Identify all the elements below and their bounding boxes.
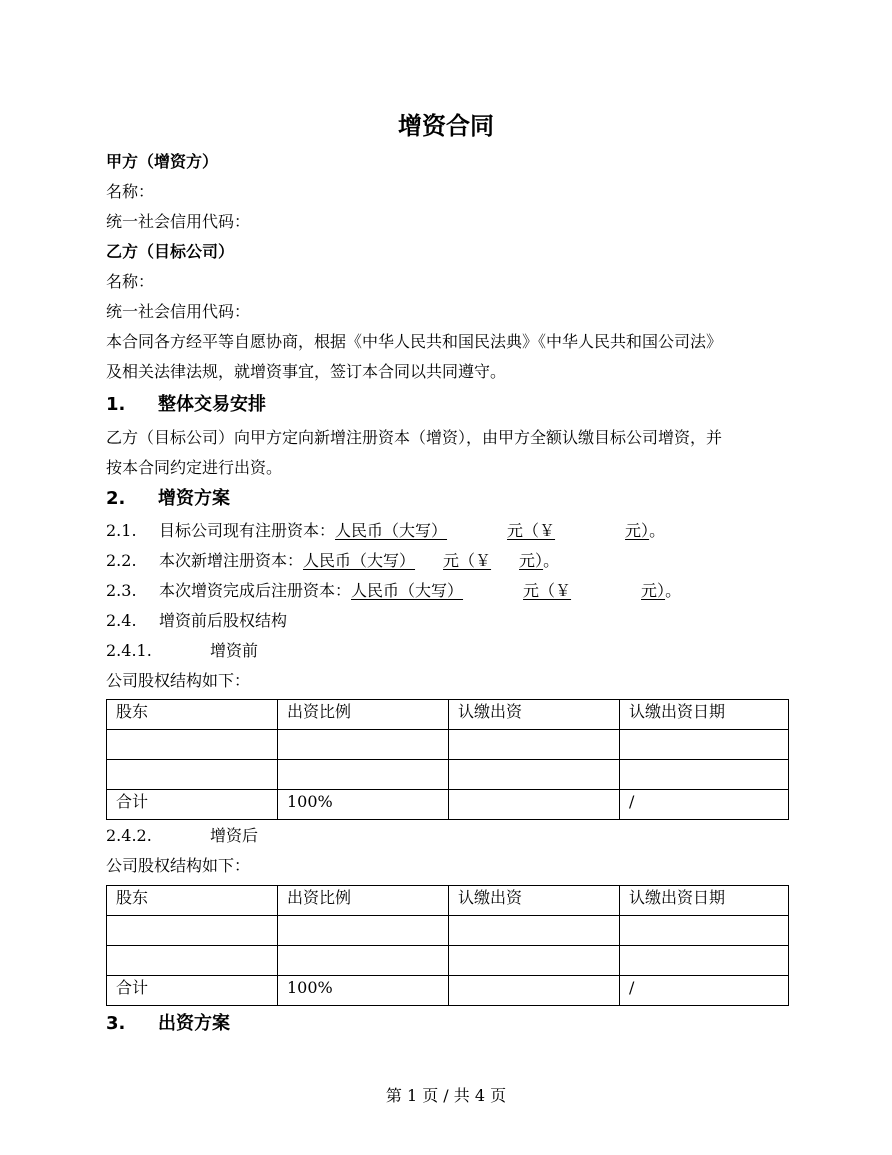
amount-blank: 人民币（大写） 元（￥ 元） (351, 581, 666, 600)
table-cell (449, 916, 620, 946)
total-amount-cell (449, 790, 620, 820)
section-1-heading (106, 395, 266, 415)
clause-label: 目标公司现有注册资本： (159, 521, 336, 540)
header-cell: 出资比例 (278, 700, 449, 730)
total-amount-cell (449, 976, 620, 1006)
clause-number: 2.3. (106, 581, 137, 600)
section-1-line-1: 乙方（目标公司）向甲方定向新增注册资本（增资），由甲方全额认缴目标公司增资，并 (106, 428, 723, 447)
clause-2-2 (106, 551, 559, 571)
table-total-row (107, 790, 789, 820)
table-cell (107, 916, 278, 946)
table-row (107, 730, 789, 760)
table-total-row (107, 976, 789, 1006)
table-cell (449, 946, 620, 976)
section-title: 整体交易安排 (158, 394, 266, 415)
clause-label: 增资后 (210, 826, 259, 845)
clause-end: 。 (665, 581, 682, 600)
table-cell (278, 916, 449, 946)
equity-intro-before: 公司股权结构如下： (106, 671, 251, 690)
header-cell: 认缴出资日期 (620, 886, 789, 916)
section-title: 出资方案 (158, 1013, 230, 1034)
table-cell (107, 730, 278, 760)
table-cell (620, 946, 789, 976)
party-b-code-label: 统一社会信用代码： (106, 302, 251, 321)
clause-number: 2.1. (106, 521, 137, 540)
section-3-heading (106, 1014, 230, 1034)
clause-number: 2.4.1. (106, 641, 152, 660)
section-2-heading (106, 489, 230, 509)
table-cell (620, 916, 789, 946)
clause-end: 。 (649, 521, 666, 540)
party-a-code-label: 统一社会信用代码： (106, 212, 251, 231)
header-cell: 股东 (107, 886, 278, 916)
clause-label: 本次增资完成后注册资本： (159, 581, 352, 600)
equity-intro-after: 公司股权结构如下： (106, 856, 251, 875)
total-label-cell: 合计 (107, 976, 278, 1006)
party-b-name-label: 名称： (106, 272, 155, 291)
total-ratio-cell: 100% (278, 790, 449, 820)
section-number: 3. (106, 1013, 126, 1034)
table-cell (278, 946, 449, 976)
party-a-heading: 甲方（增资方） (106, 152, 219, 171)
total-label-cell: 合计 (107, 790, 278, 820)
table-cell (278, 730, 449, 760)
amount-blank: 人民币（大写） 元（￥ 元） (335, 521, 650, 540)
preamble-line-1: 本合同各方经平等自愿协商，根据《中华人民共和国民法典》《中华人民共和国公司法》 (106, 332, 723, 351)
clause-number: 2.4.2. (106, 826, 152, 845)
table-cell (620, 730, 789, 760)
clause-2-4-1 (106, 641, 258, 661)
party-b-heading: 乙方（目标公司） (106, 242, 235, 261)
total-date-cell: / (620, 976, 789, 1006)
section-1-line-2: 按本合同约定进行出资。 (106, 458, 283, 477)
clause-end: 。 (543, 551, 560, 570)
header-cell: 认缴出资 (449, 886, 620, 916)
page-footer: 第 1 页 / 共 4 页 (385, 1086, 507, 1105)
clause-label: 增资前 (210, 641, 259, 660)
header-cell: 认缴出资 (449, 700, 620, 730)
header-cell: 认缴出资日期 (620, 700, 789, 730)
clause-number: 2.2. (106, 551, 137, 570)
section-number: 2. (106, 488, 126, 509)
table-row (107, 946, 789, 976)
clause-label: 增资前后股权结构 (159, 611, 288, 630)
table-cell (107, 946, 278, 976)
clause-label: 本次新增注册资本： (159, 551, 304, 570)
total-ratio-cell: 100% (278, 976, 449, 1006)
party-a-name-label: 名称： (106, 182, 155, 201)
table-cell (449, 760, 620, 790)
section-title: 增资方案 (158, 488, 230, 509)
table-cell (278, 760, 449, 790)
clause-2-4 (106, 611, 287, 631)
clause-2-4-2 (106, 826, 258, 846)
table-row (107, 760, 789, 790)
table-cell (449, 730, 620, 760)
document-title: 增资合同 (398, 112, 494, 140)
equity-table-after (106, 885, 789, 1006)
table-cell (620, 760, 789, 790)
section-number: 1. (106, 394, 126, 415)
header-cell: 出资比例 (278, 886, 449, 916)
total-date-cell: / (620, 790, 789, 820)
clause-number: 2.4. (106, 611, 137, 630)
clause-2-3 (106, 581, 681, 601)
equity-table-before (106, 699, 789, 820)
table-row (107, 916, 789, 946)
amount-blank: 人民币（大写） 元（￥ 元） (303, 551, 544, 570)
table-cell (107, 760, 278, 790)
preamble-line-2: 及相关法律法规，就增资事宜，签订本合同以共同遵守。 (106, 362, 507, 381)
table-header-row (107, 700, 789, 730)
header-cell: 股东 (107, 700, 278, 730)
clause-2-1 (106, 521, 665, 541)
table-header-row (107, 886, 789, 916)
